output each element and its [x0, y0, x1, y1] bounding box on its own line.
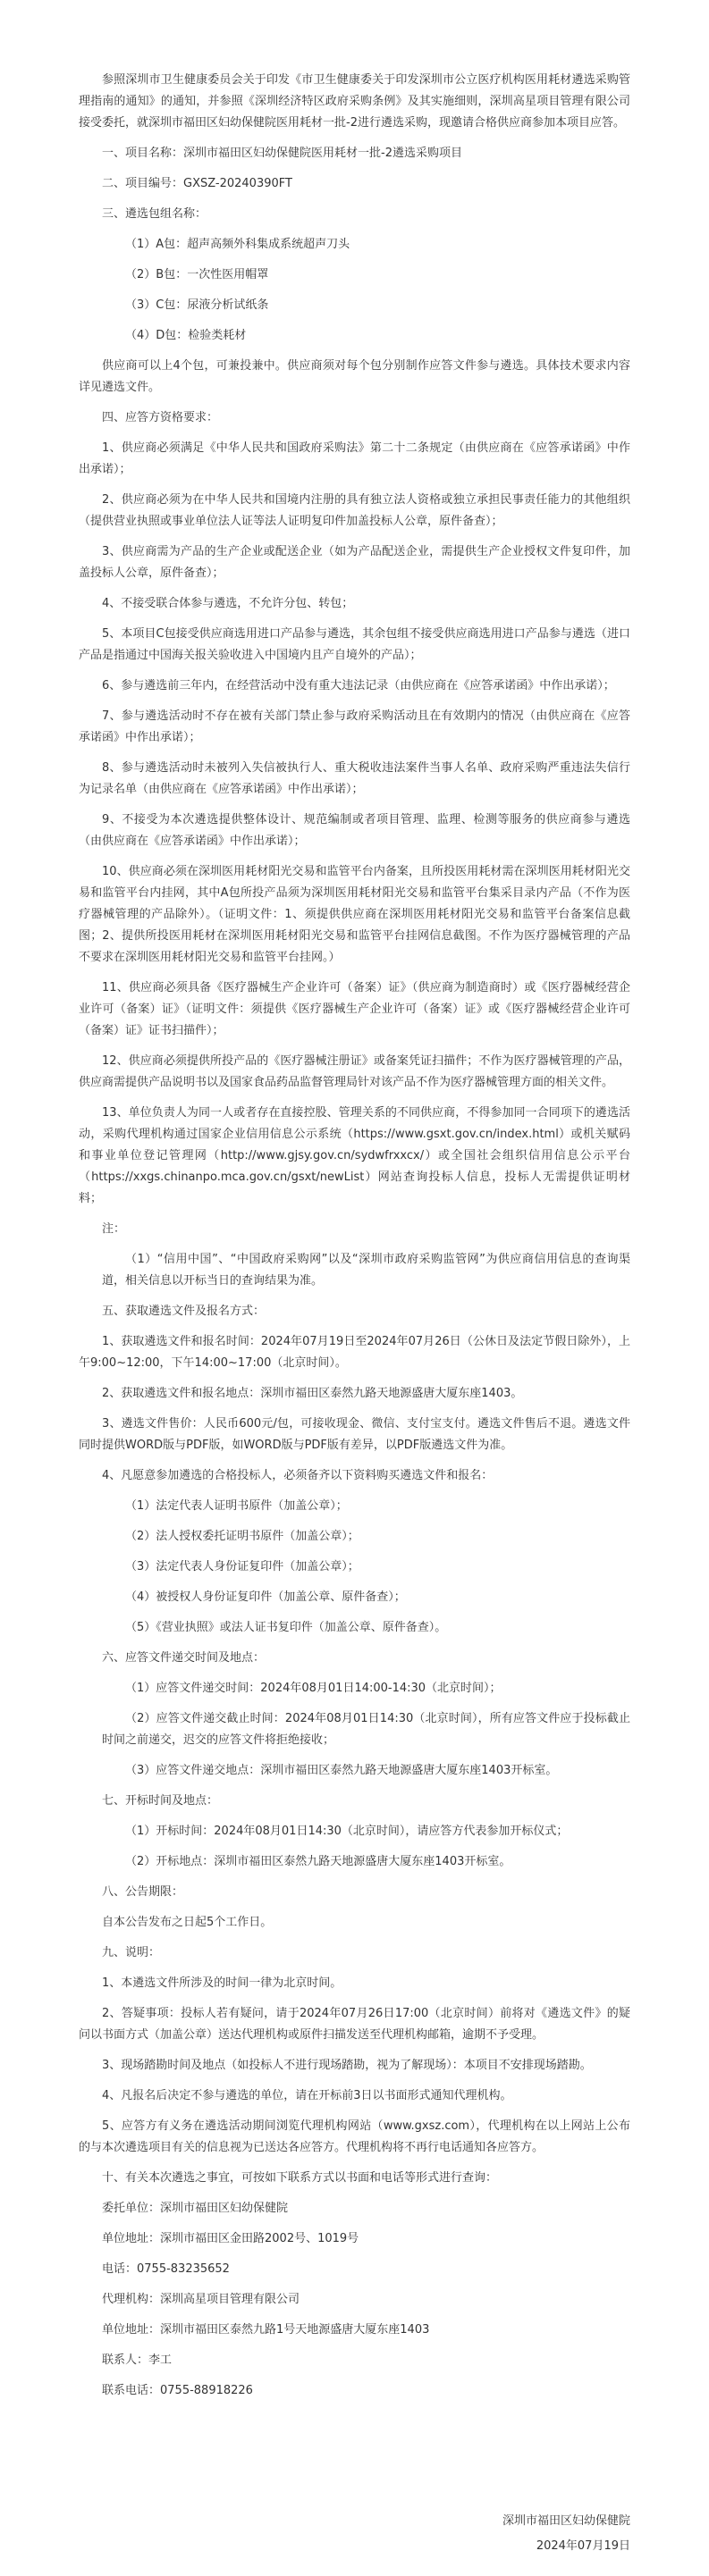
required-document: （2）法人授权委托证明书原件（加盖公章）； [125, 1530, 359, 1543]
qualification-item: 12、供应商必须提供所投产品的《医疗器械注册证》或备案凭证扫描件；不作为医疗器械管理的产品，供应商需提供产品说明书以及国家食品药品监督管理局针对该产品不作为医疗器械管理方面的相关文件。 [79, 1054, 630, 1089]
section-notes-heading: 九、说明： [102, 1946, 161, 1959]
obtain-item: 1、获取遴选文件和报名时间：2024年07月19日至2024年07月26日（公休日及法定节假日除外），上午9:00~12:00，下午14:00~17:00（北京时间）。 [79, 1335, 630, 1370]
contact-line: 单位地址：深圳市福田区金田路2002号、1019号 [102, 2232, 359, 2245]
opening-item: （2）开标地点：深圳市福田区泰然九路天地源盛唐大厦东座1403开标室。 [125, 1855, 511, 1868]
lots-note: 供应商可以上4个包，可兼投兼中。供应商须对每个包分别制作应答文件参与遴选。具体技术要求内容详见遴选文件。 [79, 359, 630, 394]
qualification-item: 1、供应商必须满足《中华人民共和国政府采购法》第二十二条规定（由供应商在《应答承诺函》中作出承诺）； [79, 441, 630, 476]
contact-line: 联系人：李工 [102, 2354, 173, 2367]
notes-item: 2、答疑事项：投标人若有疑问，请于2024年07月26日17:00（北京时间）前将对《遴选文件》的疑问以书面方式（加盖公章）送达代理机构或原件扫描发送至代理机构邮箱，逾期不予受理。 [79, 2007, 630, 2042]
qualification-item: 9、不接受为本次遴选提供整体设计、规范编制或者项目管理、监理、检测等服务的供应商参与遴选（由供应商在《应答承诺函》中作出承诺）； [79, 813, 630, 848]
qualification-item: 13、单位负责人为同一人或者存在直接控股、管理关系的不同供应商，不得参加同一合同项下的遴选活动，采购代理机构通过国家企业信用信息公示系统（https://www.gsxt.gov.cn/index.html）或机关赋码和事业单位登记管理网（http://www.gjsy.gov.cn/sydwfrxxcx/）或全国社会组织信用信息公示平台（https://xxgs.chinanpo.mca.gov.cn/gsxt/newList）网站查询投标人信息，投标人无需提供证明材料； [79, 1106, 630, 1205]
opening-item: （1）开标时间：2024年08月01日14:30（北京时间），请应答方代表参加开标仪式； [125, 1825, 569, 1838]
required-document: （3）法定代表人身份证复印件（加盖公章）； [125, 1560, 359, 1573]
section-contact-heading: 十、有关本次遴选之事宜，可按如下联系方式以书面和电话等形式进行查询： [102, 2171, 498, 2185]
qualification-item: 11、供应商必须具备《医疗器械生产企业许可（备案）证》（供应商为制造商时）或《医疗器械经营企业许可（备案）证》（证明文件：须提供《医疗器械生产企业许可（备案）证》或《医疗器械经营企业许可（备案）证》证书扫描件）； [79, 981, 630, 1037]
required-document: （4）被授权人身份证复印件（加盖公章、原件备查）； [125, 1590, 406, 1604]
project-number: 二、项目编号：GXSZ-20240390FT [102, 177, 292, 190]
lot-item: （4）D包：检验类耗材 [125, 329, 247, 342]
contact-line: 单位地址：深圳市福田区泰然九路1号天地源盛唐大厦东座1403 [102, 2323, 430, 2337]
footer-organization: 深圳市福田区妇幼保健院 [502, 2514, 630, 2528]
note-text: （1）“信用中国”、“中国政府采购网”以及“深圳市政府采购监管网”为供应商信用信息的查询渠道，相关信息以开标当日的查询结果为准。 [102, 1253, 630, 1288]
qualification-item: 3、供应商需为产品的生产企业或配送企业（如为产品配送企业，需提供生产企业授权文件复印件，加盖投标人公章，原件备查）； [79, 545, 630, 580]
required-document: （1）法定代表人证明书原件（加盖公章）； [125, 1499, 348, 1513]
footer-date: 2024年07月19日 [536, 2539, 630, 2553]
obtain-item: 4、凡愿意参加遴选的合格投标人，必须备齐以下资料购买遴选文件和报名： [102, 1469, 494, 1482]
section-opening-heading: 七、开标时间及地点： [102, 1794, 219, 1808]
contact-line: 联系电话：0755-88918226 [102, 2384, 253, 2397]
qualification-item: 10、供应商必须在深圳医用耗材阳光交易和监管平台内备案，且所投医用耗材需在深圳医用耗材阳光交易和监管平台内挂网，其中A包所投产品须为深圳医用耗材阳光交易和监管平台集采目录内产品（不作为医疗器械管理的产品除外）。（证明文件：1、须提供供应商在深圳医用耗材阳光交易和监管平台备案信息截图；2、提供所投医用耗材在深圳医用耗材阳光交易和监管平台挂网信息截图。不作为医疗器械管理的产品不要求在深圳医用耗材阳光交易和监管平台挂网。） [79, 865, 630, 964]
project-name: 一、项目名称：深圳市福田区妇幼保健院医用耗材一批-2遴选采购项目 [102, 147, 462, 160]
intro-paragraph: 参照深圳市卫生健康委员会关于印发《市卫生健康委关于印发深圳市公立医疗机构医用耗材遴选采购管理指南的通知》的通知，并参照《深圳经济特区政府采购条例》及其实施细则，深圳高星项目管理有限公司接受委托，就深圳市福田区妇幼保健院医用耗材一批-2进行遴选采购，现邀请合格供应商参加本项目应答。 [79, 73, 630, 130]
qualification-item: 2、供应商必须为在中华人民共和国境内注册的具有独立法人资格或独立承担民事责任能力的其他组织（提供营业执照或事业单位法人证等法人证明复印件加盖投标人公章，原件备查）； [79, 493, 630, 528]
notes-item: 3、现场踏勘时间及地点（如投标人不进行现场踏勘，视为了解现场）：本项目不安排现场踏勘。 [102, 2059, 592, 2072]
signature-block [502, 2509, 630, 2559]
lot-item: （2）B包：一次性医用帽罩 [125, 268, 269, 281]
section-period-heading: 八、公告期限： [102, 1885, 184, 1899]
lot-item: （3）C包：尿液分析试纸条 [125, 298, 269, 312]
qualification-item: 8、参与遴选活动时未被列入失信被执行人、重大税收违法案件当事人名单、政府采购严重违法失信行为记录名单（由供应商在《应答承诺函》中作出承诺）； [79, 761, 630, 796]
qualification-item: 4、不接受联合体参与遴选，不允许分包、转包； [102, 597, 354, 610]
notes-item: 5、应答方有义务在遴选活动期间浏览代理机构网站（www.gxsz.com），代理机构在以上网站上公布的与本次遴选项目有关的信息视为已送达各应答方。代理机构将不再行电话通知各应答方。 [79, 2119, 630, 2154]
section-submission-heading: 六、应答文件递交时间及地点： [102, 1651, 266, 1665]
section-obtain-heading: 五、获取遴选文件及报名方式： [102, 1305, 266, 1318]
contact-line: 电话：0755-83235652 [102, 2262, 230, 2276]
qualification-item: 7、参与遴选活动时不存在被有关部门禁止参与政府采购活动且在有效期内的情况（由供应商在《应答承诺函》中作出承诺）； [79, 709, 630, 744]
submission-item: （2）应答文件递交截止时间：2024年08月01日14:30（北京时间），所有应答文件应于投标截止时间之前递交，迟交的应答文件将拒绝接收； [102, 1712, 630, 1747]
contact-line: 代理机构：深圳高星项目管理有限公司 [102, 2293, 300, 2306]
contact-line: 委托单位：深圳市福田区妇幼保健院 [102, 2202, 289, 2215]
notes-item: 4、凡报名后决定不参与遴选的单位，请在开标前3日以书面形式通知代理机构。 [102, 2089, 512, 2102]
qualification-item: 5、本项目C包接受供应商选用进口产品参与遴选，其余包组不接受供应商选用进口产品参与遴选（进口产品是指通过中国海关报关验收进入中国境内且产自境外的产品）； [79, 627, 630, 662]
notes-item: 1、本遴选文件所涉及的时间一律为北京时间。 [102, 1976, 342, 1990]
note-label: 注： [102, 1222, 126, 1236]
section-qualification-heading: 四、应答方资格要求： [102, 411, 219, 424]
required-document: （5）《营业执照》或法人证书复印件（加盖公章、原件备查）。 [125, 1621, 447, 1634]
submission-item: （3）应答文件递交地点：深圳市福田区泰然九路天地源盛唐大厦东座1403开标室。 [125, 1764, 558, 1777]
section-lots-heading: 三、遴选包组名称： [102, 207, 207, 221]
lot-item: （1）A包：超声高频外科集成系统超声刀头 [125, 238, 350, 251]
obtain-item: 2、获取遴选文件和报名地点：深圳市福田区泰然九路天地源盛唐大厦东座1403。 [102, 1387, 523, 1400]
obtain-item: 3、遴选文件售价：人民币600元/包，可接收现金、微信、支付宝支付。遴选文件售后不退。遴选文件同时提供WORD版与PDF版，如WORD版与PDF版有差异，以PDF版遴选文件为准。 [79, 1417, 630, 1452]
submission-item: （1）应答文件递交时间：2024年08月01日14:00-14:30（北京时间）； [125, 1682, 502, 1695]
period-text: 自本公告发布之日起5个工作日。 [102, 1916, 273, 1929]
qualification-item: 6、参与遴选前三年内，在经营活动中没有重大违法记录（由供应商在《应答承诺函》中作出承诺）； [102, 679, 615, 692]
